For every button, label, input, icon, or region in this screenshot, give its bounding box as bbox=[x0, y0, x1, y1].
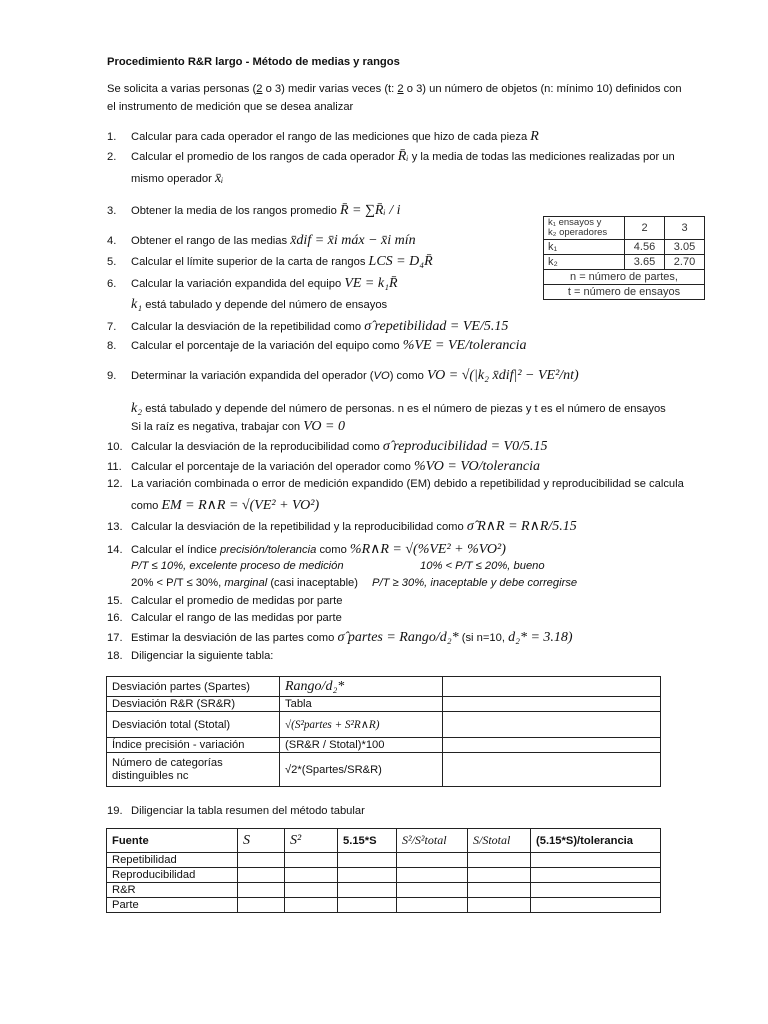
criteria-1: P/T ≤ 10%, excelente proceso de medición bbox=[131, 560, 344, 572]
k-table-note: n = número de partes, bbox=[544, 270, 705, 285]
table18-empty bbox=[443, 697, 661, 712]
k-table-col: 3 bbox=[665, 217, 705, 240]
table18-empty bbox=[443, 753, 661, 787]
table19-row-label: Repetibilidad bbox=[107, 853, 238, 868]
k-table-header: k₁ ensayos y k₂ operadores bbox=[544, 217, 625, 240]
step-1: 1. Calcular para cada operador el rango de las mediciones que hizo de cada pieza R bbox=[107, 129, 539, 144]
k-table-cell: 3.65 bbox=[625, 255, 665, 270]
table18-value: √2*(Spartes/SR&R) bbox=[280, 753, 443, 787]
step-18: 18. Diligenciar la siguiente tabla: bbox=[107, 650, 274, 662]
k-table-cell: 4.56 bbox=[625, 240, 665, 255]
table18-value: Rango/d₂* bbox=[280, 677, 443, 697]
intro-line-2: el instrumento de medición que se desea analizar bbox=[107, 101, 354, 113]
table19-header: 5.15*S bbox=[338, 829, 397, 853]
step-6: 6. Calcular la variación expandida del equipo VE = k₁R̄ bbox=[107, 276, 398, 291]
table18-label: Desviación R&R (SR&R) bbox=[107, 697, 280, 712]
table19-header: S/Stotal bbox=[468, 829, 531, 853]
k-table-row-label: k₂ bbox=[544, 255, 625, 270]
step-2: 2. Calcular el promedio de los rangos de cada operador R̄ᵢ y la media de todas las mediciones realizadas por un bbox=[107, 149, 675, 164]
step-2-cont: mismo operador x̄ᵢ bbox=[131, 171, 224, 186]
criteria-4: P/T ≥ 30%, inaceptable y debe corregirse bbox=[372, 577, 578, 589]
intro-line-1: Se solicita a varias personas (2 o 3) medir varias veces (t: 2 o 3) un número de objetos (n: mínimo 10) definidos con bbox=[107, 83, 682, 95]
step-3: 3. Obtener la media de los rangos promedio R̄ = ∑R̄ᵢ / i bbox=[107, 203, 401, 218]
step-17: 17. Estimar la desviación de las partes como σ̂ partes = Rango/d₂* (si n=10, d₂* = 3.18) bbox=[107, 630, 573, 645]
table19-header: S²/S²total bbox=[397, 829, 468, 853]
k-table-row-label: k₁ bbox=[544, 240, 625, 255]
table19-header: S² bbox=[285, 829, 338, 853]
table18-label: Desviación partes (Spartes) bbox=[107, 677, 280, 697]
step-9: 9. Determinar la variación expandida del operador (VO) como VO = √(|k₂ x̄dif|² − VE²/nt) bbox=[107, 368, 579, 383]
table19-header: Fuente bbox=[107, 829, 238, 853]
step-4: 4. Obtener el rango de las medias x̄dif = x̄i máx − x̄i mín bbox=[107, 233, 416, 248]
step-11: 11. Calcular el porcentaje de la variación del operador como %VO = VO/tolerancia bbox=[107, 459, 541, 474]
table18-label: Índice precisión - variación bbox=[107, 738, 280, 753]
table19-row-label: Parte bbox=[107, 898, 238, 913]
step-15: 15. Calcular el promedio de medidas por parte bbox=[107, 595, 343, 607]
step-16: 16. Calcular el rango de las medidas por parte bbox=[107, 612, 342, 624]
table18-label: Número de categorías distinguibles nc bbox=[107, 753, 280, 787]
criteria-2: 10% < P/T ≤ 20%, bueno bbox=[420, 560, 545, 572]
table19-row-label: Reproducibilidad bbox=[107, 868, 238, 883]
table18-value: (SR&R / Stotal)*100 bbox=[280, 738, 443, 753]
step-12-cont: como EM = R∧R = √(VE² + VO²) bbox=[131, 498, 320, 513]
table18-empty bbox=[443, 712, 661, 738]
k-table-cell: 3.05 bbox=[665, 240, 705, 255]
criteria-3: 20% < P/T ≤ 30%, marginal (casi inaceptable) bbox=[131, 577, 359, 589]
table19-row-label: R&R bbox=[107, 883, 238, 898]
table18-value: √(S²partes + S²R∧R) bbox=[280, 712, 443, 738]
table18-empty bbox=[443, 738, 661, 753]
table-18 bbox=[106, 676, 661, 787]
step-5: 5. Calcular el límite superior de la carta de rangos LCS = D₄R̄ bbox=[107, 254, 433, 269]
table18-label: Desviación total (Stotal) bbox=[107, 712, 280, 738]
table-19 bbox=[106, 828, 661, 913]
step-19: 19. Diligenciar la tabla resumen del método tabular bbox=[107, 805, 365, 817]
table19-header: S bbox=[238, 829, 285, 853]
k-table-note: t = número de ensayos bbox=[544, 285, 705, 300]
step-13: 13. Calcular la desviación de la repetibilidad y la reproducibilidad como σ̂ R∧R = R∧R/5.15 bbox=[107, 519, 577, 534]
step-7: 7. Calcular la desviación de la repetibilidad como σ̂ repetibilidad = VE/5.15 bbox=[107, 319, 509, 334]
step-9-note: k₂ está tabulado y depende del número de personas. n es el número de piezas y t es el número de ensayos bbox=[131, 401, 666, 416]
table18-value: Tabla bbox=[280, 697, 443, 712]
k-table bbox=[543, 216, 705, 300]
step-6-note: k₁ está tabulado y depende del número de ensayos bbox=[131, 297, 388, 312]
step-10: 10. Calcular la desviación de la reproducibilidad como σ̂ reproducibilidad = V0/5.15 bbox=[107, 439, 548, 454]
page-title: Procedimiento R&R largo - Método de medias y rangos bbox=[107, 56, 400, 68]
step-14: 14. Calcular el índice precisión/tolerancia como %R∧R = √(%VE² + %VO²) bbox=[107, 542, 506, 557]
step-9-note-2: Si la raíz es negativa, trabajar con VO = 0 bbox=[131, 419, 345, 434]
k-table-col: 2 bbox=[625, 217, 665, 240]
table19-header: (5.15*S)/tolerancia bbox=[531, 829, 661, 853]
k-table-cell: 2.70 bbox=[665, 255, 705, 270]
step-8: 8. Calcular el porcentaje de la variación del equipo como %VE = VE/tolerancia bbox=[107, 338, 527, 353]
table18-empty bbox=[443, 677, 661, 697]
step-12: 12. La variación combinada o error de medición expandido (EM) debido a repetibilidad y reproducibilidad se calcula bbox=[107, 478, 684, 490]
